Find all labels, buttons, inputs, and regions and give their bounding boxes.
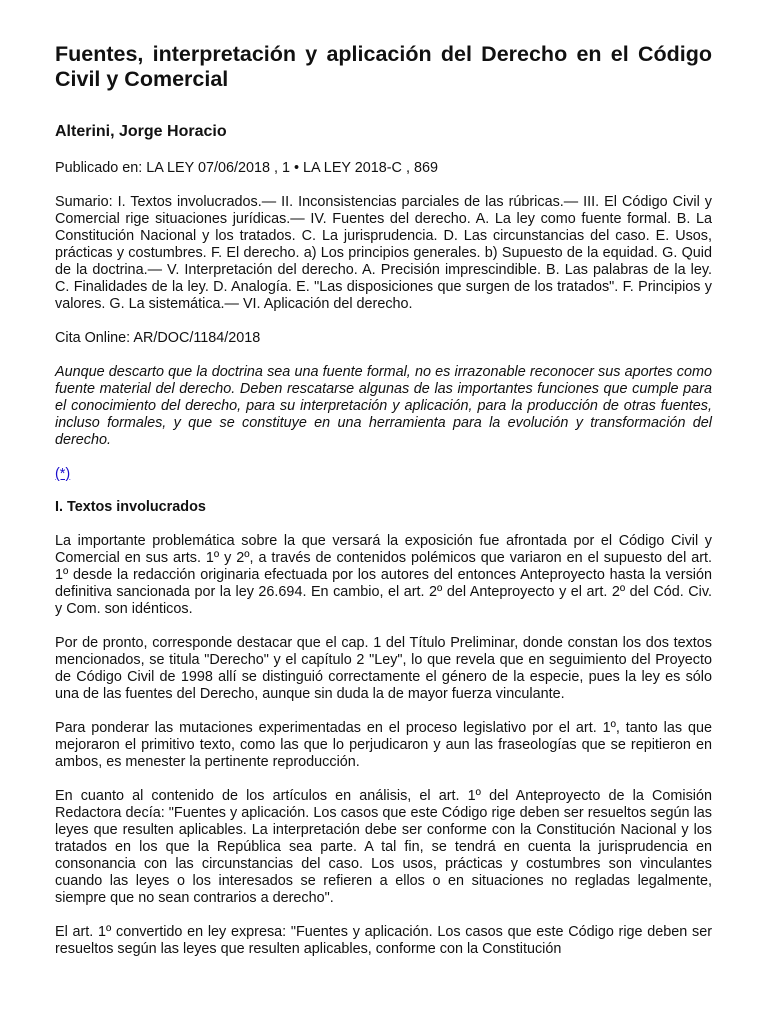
- body-paragraph-1: La importante problemática sobre la que versará la exposición fue afrontada por el Código Civil y Comercial en sus arts. 1º y 2º, a través de contenidos polémicos que variaron en el supuesto del art. 1º desde la redacción originaria efectuada por los autores del entonces Anteproyecto hasta la versión definitiva sancionada por la ley 26.694. En cambio, el art. 2º del Anteproyecto y el art. 2º del Cód. Civ. y Com. son idénticos.: [55, 533, 712, 617]
- footnote-link[interactable]: (*): [55, 466, 71, 482]
- document-author: Alterini, Jorge Horacio: [55, 123, 227, 140]
- cita-online: Cita Online: AR/DOC/1184/2018: [55, 330, 261, 346]
- footnote-container: [55, 466, 712, 483]
- section-heading: I. Textos involucrados: [55, 499, 206, 515]
- body-paragraph-4: En cuanto al contenido de los artículos en análisis, el art. 1º del Anteproyecto de la Comisión Redactora decía: "Fuentes y aplicación. Los casos que este Código rige deben ser resueltos según las leyes que resulten aplicables. La interpretación debe ser conforme con la Constitución Nacional y los tratados en los que la República sea parte. A tal fin, se tendrá en cuenta la jurisprudencia en consonancia con las circunstancias del caso. Los usos, prácticas y costumbres son vinculantes cuando las leyes o los interesados se refieren a ellos o en situaciones no regladas legalmente, siempre que no sean contrarios a derecho".: [55, 788, 712, 906]
- body-paragraph-5: El art. 1º convertido en ley expresa: "Fuentes y aplicación. Los casos que este Código rige deben ser resueltos según las leyes que resulten aplicables, conforme con la Constitución: [55, 924, 712, 957]
- document-title: Fuentes, interpretación y aplicación del Derecho en el Código Civil y Comercial: [55, 42, 712, 91]
- publication-info: Publicado en: LA LEY 07/06/2018 , 1 • LA LEY 2018-C , 869: [55, 160, 438, 176]
- body-paragraph-2: Por de pronto, corresponde destacar que el cap. 1 del Título Preliminar, donde constan los dos textos mencionados, se titula "Derecho" y el capítulo 2 "Ley", lo que revela que en seguimiento del Proyecto de Código Civil de 1998 allí se distinguió correctamente el género de la especie, pues la ley es sólo una de las fuentes del Derecho, aunque sin duda la de mayor fuerza vinculante.: [55, 635, 712, 702]
- summary: Sumario: I. Textos involucrados.— II. Inconsistencias parciales de las rúbricas.— III. El Código Civil y Comercial rige situaciones jurídicas.— IV. Fuentes del derecho. A. La ley como fuente formal. B. La Constitución Nacional y los tratados. C. La jurisprudencia. D. Las circunstancias del caso. E. Usos, prácticas y costumbres. F. El derecho. a) Los principios generales. b) Supuesto de la equidad. G. Quid de la doctrina.— V. Interpretación del derecho. A. Precisión imprescindible. B. Las palabras de la ley. C. Finalidades de la ley. D. Analogía. E. "Las disposiciones que surgen de los tratados". F. Principios y valores. G. La sistemática.— VI. Aplicación del derecho.: [55, 194, 712, 312]
- body-paragraph-3: Para ponderar las mutaciones experimentadas en el proceso legislativo por el art. 1º, tanto las que mejoraron el primitivo texto, como las que lo perjudicaron y aun las fraseologías que se repitieron en ambos, es menester la pertinente reproducción.: [55, 720, 712, 770]
- abstract: Aunque descarto que la doctrina sea una fuente formal, no es irrazonable reconocer sus aportes como fuente material del derecho. Deben rescatarse algunas de las importantes funciones que cumple para el conocimiento del derecho, para su interpretación y aplicación, para la producción de otras fuentes, incluso formales, y que se constituye en una herramienta para la evolución y transformación del derecho.: [55, 364, 712, 448]
